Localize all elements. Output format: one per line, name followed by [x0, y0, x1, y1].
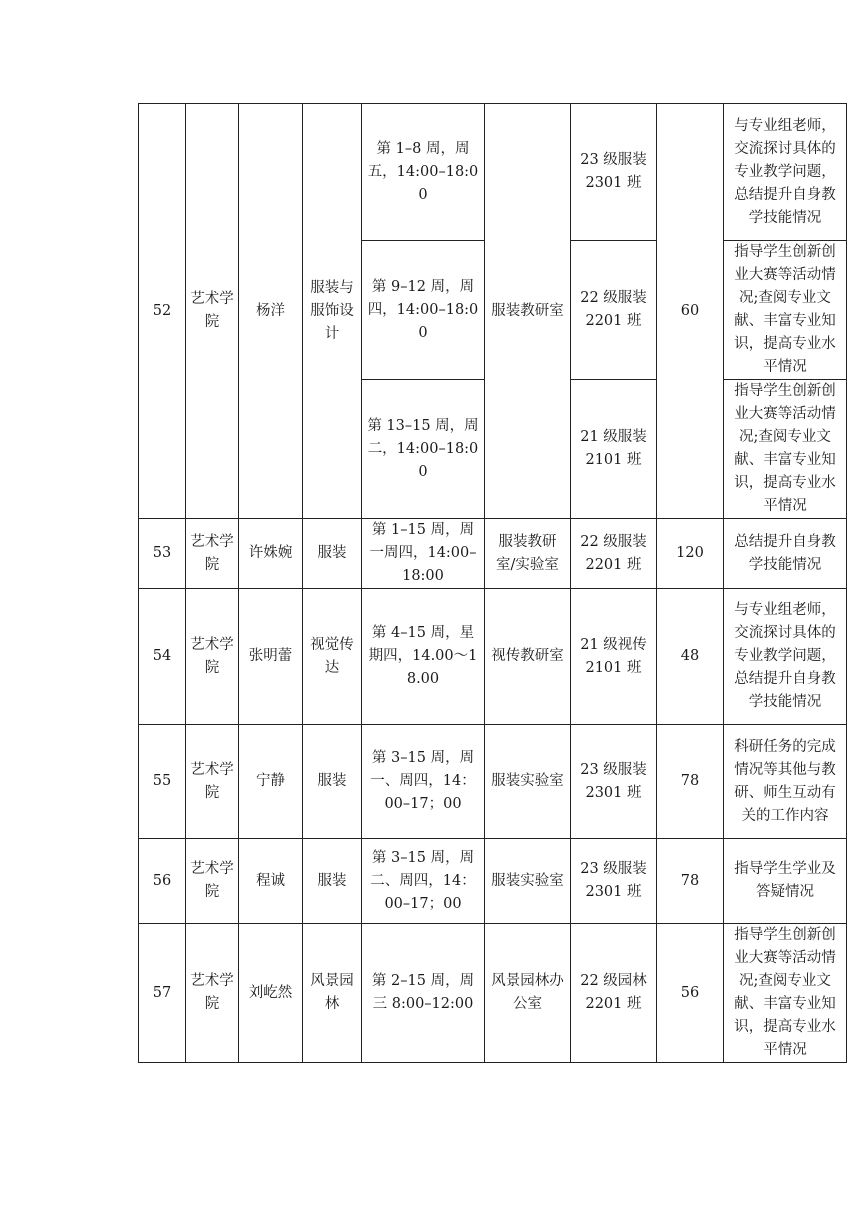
time-cell: 第 1–8 周，周五，14:00–18:00 — [362, 104, 485, 241]
hours-cell: 120 — [657, 519, 724, 589]
class-cell: 22 级服装 2201 班 — [571, 241, 657, 380]
content-cell: 与专业组老师，交流探讨具体的专业教学问题，总结提升自身教学技能情况 — [724, 589, 847, 725]
hours-cell: 48 — [657, 589, 724, 725]
time-cell: 第 1–15 周，周一周四，14:00–18:00 — [362, 519, 485, 589]
table-row — [139, 725, 847, 839]
room-cell: 服装教研室 — [485, 104, 571, 519]
time-cell: 第 13–15 周，周二，14:00–18:00 — [362, 380, 485, 519]
college-cell: 艺术学院 — [186, 519, 239, 589]
row-number: 56 — [139, 839, 186, 924]
row-number: 54 — [139, 589, 186, 725]
time-cell: 第 9–12 周，周四，14:00–18:00 — [362, 241, 485, 380]
class-cell: 22 级服装 2201 班 — [571, 519, 657, 589]
class-cell: 23 级服装 2301 班 — [571, 839, 657, 924]
major-cell: 视觉传达 — [303, 589, 362, 725]
college-cell: 艺术学院 — [186, 839, 239, 924]
hours-cell: 78 — [657, 725, 724, 839]
hours-cell: 60 — [657, 104, 724, 519]
content-cell: 与专业组老师，交流探讨具体的专业教学问题，总结提升自身教学技能情况 — [724, 104, 847, 241]
college-cell: 艺术学院 — [186, 589, 239, 725]
major-cell: 服装 — [303, 519, 362, 589]
major-cell: 服装 — [303, 839, 362, 924]
teacher-cell: 程诚 — [239, 839, 303, 924]
class-cell: 22 级园林 2201 班 — [571, 924, 657, 1063]
content-cell: 指导学生创新创业大赛等活动情况;查阅专业文献、丰富专业知识，提高专业水平情况 — [724, 380, 847, 519]
teacher-cell: 许姝婉 — [239, 519, 303, 589]
room-cell: 服装实验室 — [485, 839, 571, 924]
major-cell: 风景园林 — [303, 924, 362, 1063]
row-number: 55 — [139, 725, 186, 839]
room-cell: 风景园林办公室 — [485, 924, 571, 1063]
table-row — [139, 104, 847, 241]
teacher-cell: 宁静 — [239, 725, 303, 839]
class-cell: 23 级服装 2301 班 — [571, 104, 657, 241]
time-cell: 第 3–15 周，周一、周四，14：00–17；00 — [362, 725, 485, 839]
college-cell: 艺术学院 — [186, 104, 239, 519]
row-number: 52 — [139, 104, 186, 519]
college-cell: 艺术学院 — [186, 725, 239, 839]
content-cell: 指导学生学业及答疑情况 — [724, 839, 847, 924]
content-cell: 指导学生创新创业大赛等活动情况;查阅专业文献、丰富专业知识，提高专业水平情况 — [724, 924, 847, 1063]
room-cell: 服装教研室/实验室 — [485, 519, 571, 589]
teacher-cell: 张明蕾 — [239, 589, 303, 725]
teacher-cell: 刘屹然 — [239, 924, 303, 1063]
major-cell: 服装与服饰设计 — [303, 104, 362, 519]
hours-cell: 78 — [657, 839, 724, 924]
class-cell: 23 级服装 2301 班 — [571, 725, 657, 839]
row-number: 53 — [139, 519, 186, 589]
time-cell: 第 2–15 周，周三 8:00–12:00 — [362, 924, 485, 1063]
hours-cell: 56 — [657, 924, 724, 1063]
major-cell: 服装 — [303, 725, 362, 839]
row-number: 57 — [139, 924, 186, 1063]
table-row — [139, 839, 847, 924]
content-cell: 指导学生创新创业大赛等活动情况;查阅专业文献、丰富专业知识，提高专业水平情况 — [724, 241, 847, 380]
time-cell: 第 4–15 周，星期四，14.00～18.00 — [362, 589, 485, 725]
content-cell: 科研任务的完成情况等其他与教研、师生互动有关的工作内容 — [724, 725, 847, 839]
content-cell: 总结提升自身教学技能情况 — [724, 519, 847, 589]
class-cell: 21 级视传 2101 班 — [571, 589, 657, 725]
room-cell: 视传教研室 — [485, 589, 571, 725]
table-row — [139, 519, 847, 589]
time-cell: 第 3–15 周，周二、周四，14：00–17；00 — [362, 839, 485, 924]
college-cell: 艺术学院 — [186, 924, 239, 1063]
room-cell: 服装实验室 — [485, 725, 571, 839]
teacher-cell: 杨洋 — [239, 104, 303, 519]
class-cell: 21 级服装 2101 班 — [571, 380, 657, 519]
schedule-table — [138, 103, 847, 1063]
table-row — [139, 589, 847, 725]
table-row — [139, 924, 847, 1063]
